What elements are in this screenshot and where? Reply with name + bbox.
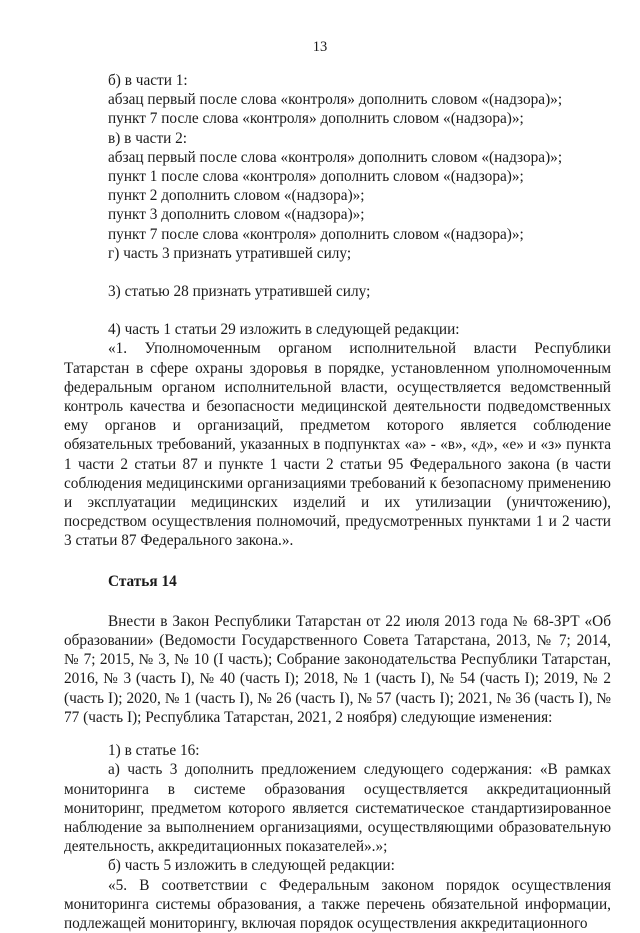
paragraph: 3) статью 28 признать утратившей силу; — [108, 283, 371, 301]
paragraph: пункт 7 после слова «контроля» дополнить словом «(надзора)»; — [108, 110, 524, 128]
page-number: 13 — [312, 39, 328, 55]
paragraph: пункт 3 дополнить словом «(надзора)»; — [108, 206, 365, 224]
paragraph: 4) часть 1 статьи 29 изложить в следующей редакции: — [108, 321, 460, 339]
paragraph: пункт 2 дополнить словом «(надзора)»; — [108, 187, 365, 205]
paragraph: б) часть 5 изложить в следующей редакции: — [108, 857, 395, 875]
paragraph: «5. В соответствии с Федеральным законом порядок осуществления мониторинга системы образования, а также перечень обязательной информации, подлежащей мониторингу, включая порядок осуществления аккредитационного — [64, 876, 611, 932]
paragraph: г) часть 3 признать утратившей силу; — [108, 244, 352, 262]
paragraph: пункт 1 после слова «контроля» дополнить словом «(надзора)»; — [108, 168, 524, 186]
paragraph: пункт 7 после слова «контроля» дополнить словом «(надзора)»; — [108, 225, 524, 243]
paragraph: Внести в Закон Республики Татарстан от 22 июля 2013 года № 68-ЗРТ «Об образовании» (Ведомости Государственного Совета Татарстана, 2013, № 7; 2014, № 7; 2015, № 3, № 10 (I часть); Собрание законодательства Республики Татарстан, 2016, № 3 (часть I), № 40 (часть I); 2018, № 1 (часть I), № 54 (часть I); 2019, № 2 (часть I); 2020, № 1 (часть I), № 26 (часть I), № 57 (часть I); 2021, № 36 (часть I), № 77 (часть I); Республика Татарстан, 2021, 2 ноября) следующие изменения: — [64, 612, 611, 726]
paragraph: абзац первый после слова «контроля» дополнить словом «(надзора)»; — [108, 91, 563, 109]
paragraph: «1. Уполномоченным органом исполнительной власти Республики Татарстан в сфере охраны здоровья в порядке, установленном уполномоченным федеральным органом исполнительной власти, осуществляется ведомственный контроль качества и безопасности медицинской деятельности подведомственных ему органов и организаций, предметом которого является соблюдение обязательных требований, указанных в подпунктах «а» - «в», «д», «е» и «з» пункта 1 части 2 статьи 87 и пункте 1 части 2 статьи 95 Федерального закона (в части соблюдения медицинскими организациями требований к безопасному применению и эксплуатации медицинских изделий и их утилизации (уничтожению), посредством осуществления полномочий, предусмотренных пунктами 1 и 2 части 3 статьи 87 Федерального закона.». — [64, 340, 611, 550]
paragraph: 1) в статье 16: — [108, 742, 200, 760]
paragraph: в) в части 2: — [108, 129, 188, 147]
document-body — [64, 71, 611, 933]
paragraph: б) в части 1: — [108, 72, 188, 89]
paragraph: абзац первый после слова «контроля» дополнить словом «(надзора)»; — [108, 148, 563, 166]
article-heading: Статья 14 — [108, 572, 177, 590]
paragraph: а) часть 3 дополнить предложением следующего содержания: «В рамках мониторинга в системе образования осуществляется аккредитационный мониторинг, предметом которого является систематическое стандартизированное наблюдение за выполнением организациями, осуществляющими образовательную деятельность, аккредитационных показателей».»; — [64, 761, 611, 856]
